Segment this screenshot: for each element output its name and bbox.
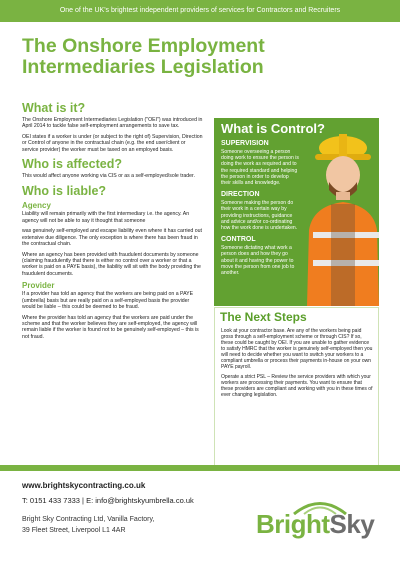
- top-banner: One of the UK's brightest independent providers of services for Contractors and Recruiters: [0, 0, 400, 22]
- logo-word-sky: Sky: [329, 509, 375, 539]
- what-is-control-panel: [214, 118, 379, 306]
- brightsky-logo: [256, 497, 386, 547]
- construction-worker-illustration: [293, 120, 379, 306]
- footer: [0, 471, 400, 567]
- next-steps-heading: The Next Steps: [220, 310, 307, 324]
- direction-text: Someone making the person do their work in a certain way by providing instructions, guidance and advice and/or co-ordinating how the work done is undertaken.: [221, 200, 298, 232]
- supervision-heading: SUPERVISION: [221, 140, 269, 147]
- logo-wordmark: [256, 509, 374, 540]
- footer-address-line1: Bright Sky Contracting Ltd, Vanilla Factory,: [22, 516, 155, 523]
- provider-p2: Where the provider has told an agency that the workers are paid under the scheme and that the worker believes they are self-employed, the agency will remain liable if the worker is found not to be genuinely self-employed – this is not fraud.: [22, 314, 199, 340]
- footer-address-line2: 39 Fleet Street, Liverpool L1 4AR: [22, 527, 126, 534]
- next-steps-p2: Operate a strict PSL – Review the service providers with which your workers are processing their payments. You want to ensure that these providers are compliant and working with you in these times of ever changing legislation.: [221, 374, 373, 398]
- control-heading: CONTROL: [221, 236, 256, 244]
- control-text: Someone dictating what work a person does and how they go about it and having the power to move the person from one job to another.: [221, 245, 295, 277]
- provider-heading: Provider: [22, 281, 55, 291]
- what-is-it-p2: OEI states if a worker is under (or subject to the right of) Supervision, Direction or Control of anyone in the contractual chain (e.g. the end user/client or service provider) the worker must be taxed on an employed basis.: [22, 134, 203, 153]
- provider-p1: If a provider has told an agency that the workers are being paid on a PAYE (umbrella) basis but are really paid on a self-employed basis the provider would be liable – this could be deemed to be fraud.: [22, 291, 194, 311]
- logo-word-bright: Bright: [256, 509, 330, 539]
- next-steps-p1: Look at your contractor base. Are any of the workers being paid gross through a self-employment scheme or through CIS? If so, these could be caught by OEI. If you are unable to gather evidence to satisfy HMRC that the worker is genuinely self-employed then you will need to decide whether you want to switch your workers to a compliant umbrella or process their payments in-house on your own PAYE payroll.: [221, 328, 373, 370]
- supervision-text: Someone overseeing a person doing work to ensure the person is doing the work as required and to the required standard and helping the person in order to develop their skills and knowledge.: [221, 149, 299, 187]
- agency-p1: Liability will remain primarily with the first intermediary i.e. the agency. An agency will not be able to say it thought that someone: [22, 211, 190, 224]
- who-affected-p1: This would affect anyone working via CIS or as a self-employed/sole trader.: [22, 173, 195, 180]
- next-steps-body: [221, 328, 373, 402]
- page-title: The Onshore Employment Intermediaries Legislation: [22, 35, 265, 78]
- agency-p2: was genuinely self-employed and escape liability even where it has carried out extensive due diligence. The only exception is where there has been fraud in the contractual chain.: [22, 228, 202, 247]
- agency-heading: Agency: [22, 201, 51, 211]
- control-definitions: [221, 140, 299, 281]
- what-is-it-p1: The Onshore Employment Intermediaries Legislation ("OEI") was introduced in April 2014 to tackle false self-employment arrangements to save tax.: [22, 117, 203, 130]
- footer-website-link[interactable]: www.brightskycontracting.co.uk: [22, 481, 146, 490]
- direction-heading: DIRECTION: [221, 191, 260, 199]
- what-is-control-heading: What is Control?: [221, 121, 325, 136]
- footer-contact: T: 0151 433 7333 | E: info@brightskyumbrella.co.uk: [22, 496, 194, 505]
- next-steps-box: [214, 307, 379, 467]
- left-column: [22, 101, 203, 345]
- agency-p3: Where an agency has been provided with fraudulent documents by someone (claiming fraudulently that there is either no control over a worker or that a worker is paid on a PAYE basis), the liability will sit with the body providing the fraudulent documents.: [22, 251, 201, 277]
- who-liable-heading: Who is liable?: [22, 184, 107, 199]
- what-is-it-heading: What is it?: [22, 101, 86, 115]
- who-affected-heading: Who is affected?: [22, 157, 123, 172]
